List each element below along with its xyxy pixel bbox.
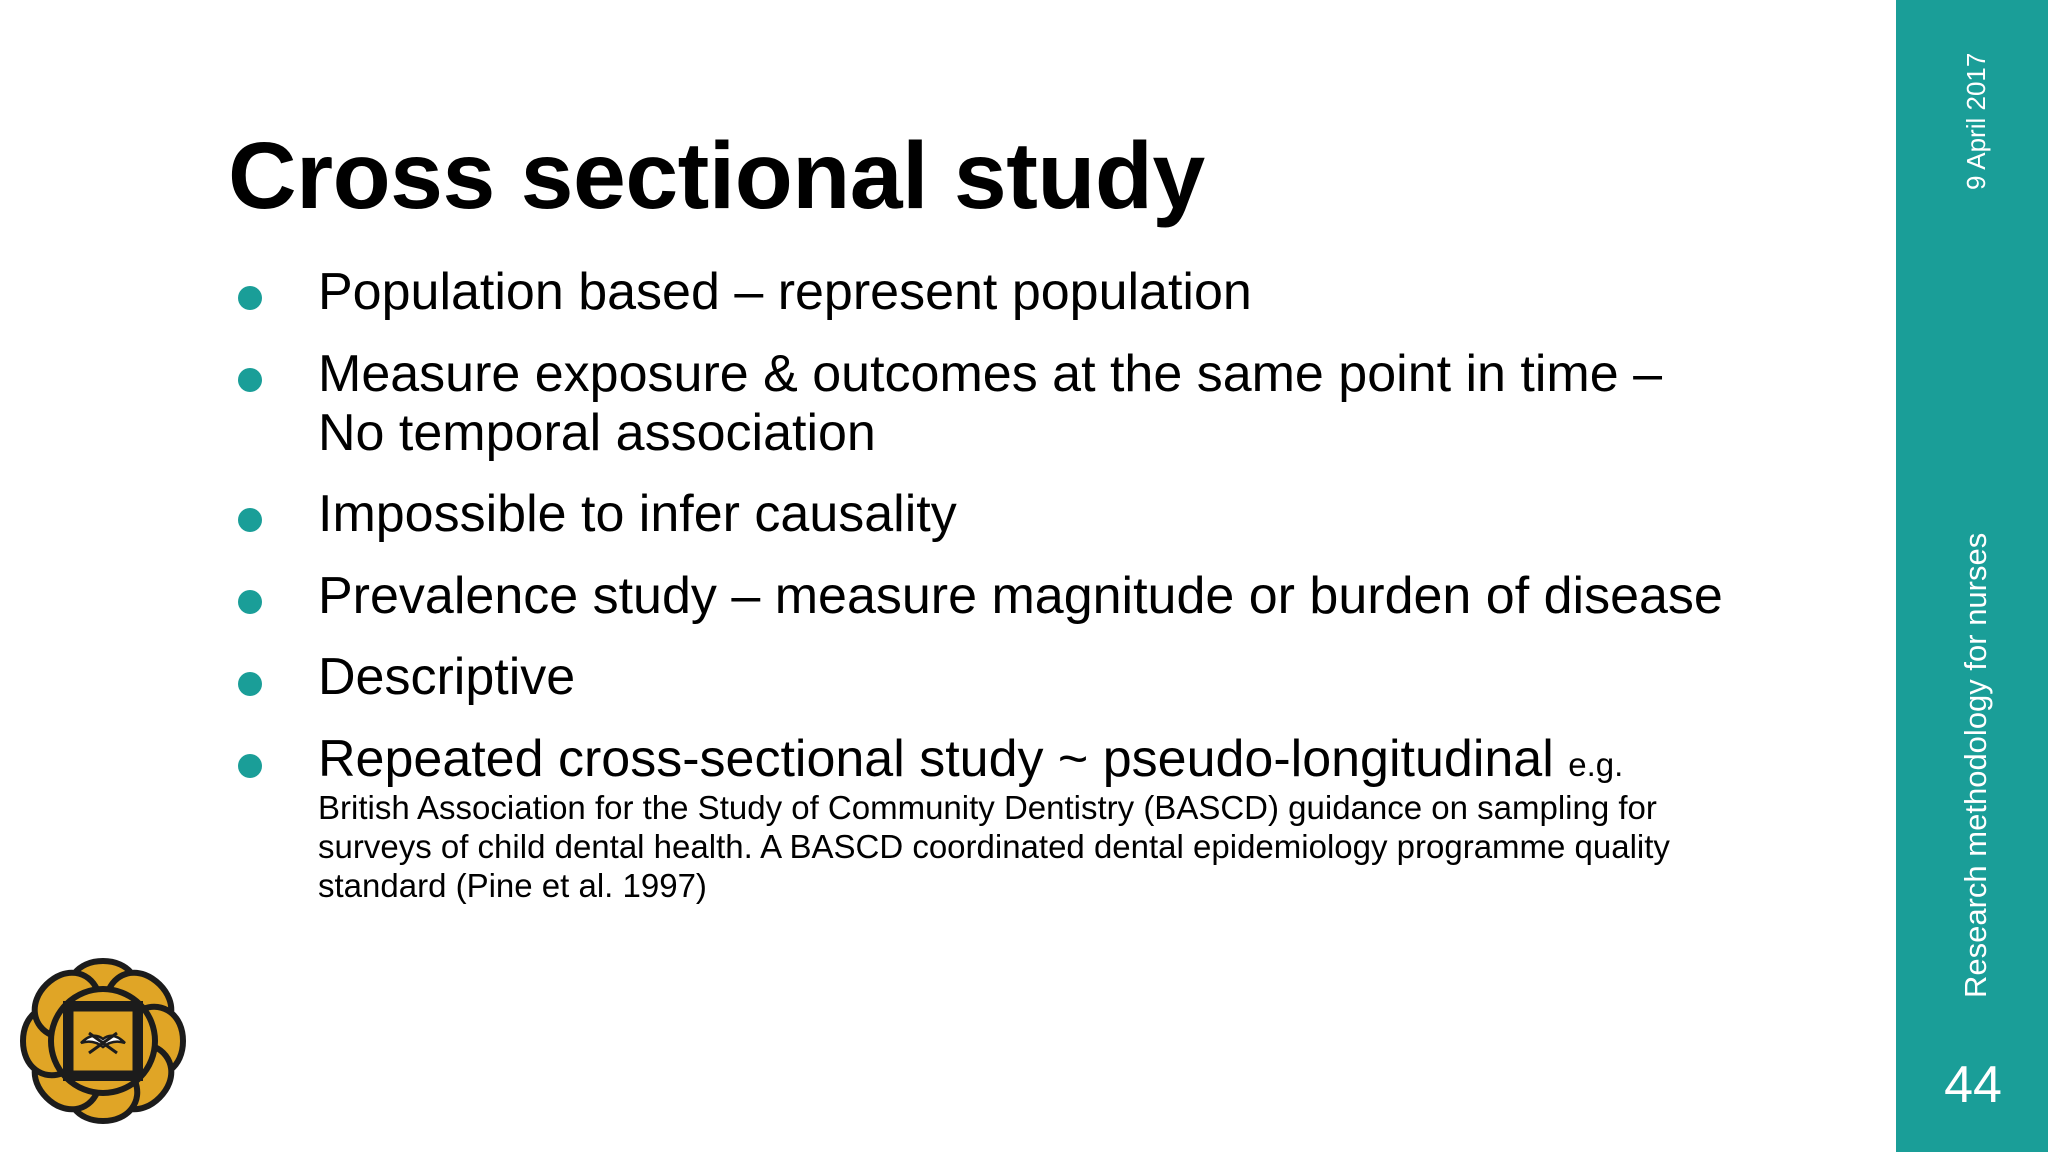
bullet-marker xyxy=(238,590,262,614)
bullet-item-continuation: No temporal association xyxy=(318,404,876,462)
bullet-item: Measure exposure & outcomes at the same point in time – xyxy=(318,345,1663,403)
bullet-marker xyxy=(238,672,262,696)
bullet-marker xyxy=(238,508,262,532)
bullet-item-suffix: e.g. xyxy=(1568,746,1624,783)
bullet-marker xyxy=(238,286,262,310)
bullet-item: Impossible to infer causality xyxy=(318,485,957,543)
bullet-item xyxy=(318,729,1623,795)
course-title: Research methodology for nurses xyxy=(1958,532,1993,998)
bullet-item-main: Repeated cross-sectional study ~ pseudo-longitudinal xyxy=(318,730,1554,788)
bullet-item: Prevalence study – measure magnitude or burden of disease xyxy=(318,567,1723,625)
slide-date: 9 April 2017 xyxy=(1961,52,1991,190)
bullet-item: Descriptive xyxy=(318,648,576,706)
bullet-note: British Association for the Study of Community Dentistry (BASCD) guidance on sampling for xyxy=(318,789,1657,826)
slide-title: Cross sectional study xyxy=(228,123,1205,229)
bullet-note: standard (Pine et al. 1997) xyxy=(318,867,707,904)
bullet-item: Population based – represent population xyxy=(318,263,1252,321)
bullet-marker xyxy=(238,754,262,778)
bullet-marker xyxy=(238,368,262,392)
university-logo xyxy=(18,956,188,1126)
page-number: 44 xyxy=(1944,1056,2002,1114)
bullet-note: surveys of child dental health. A BASCD coordinated dental epidemiology programme quality xyxy=(318,828,1670,865)
